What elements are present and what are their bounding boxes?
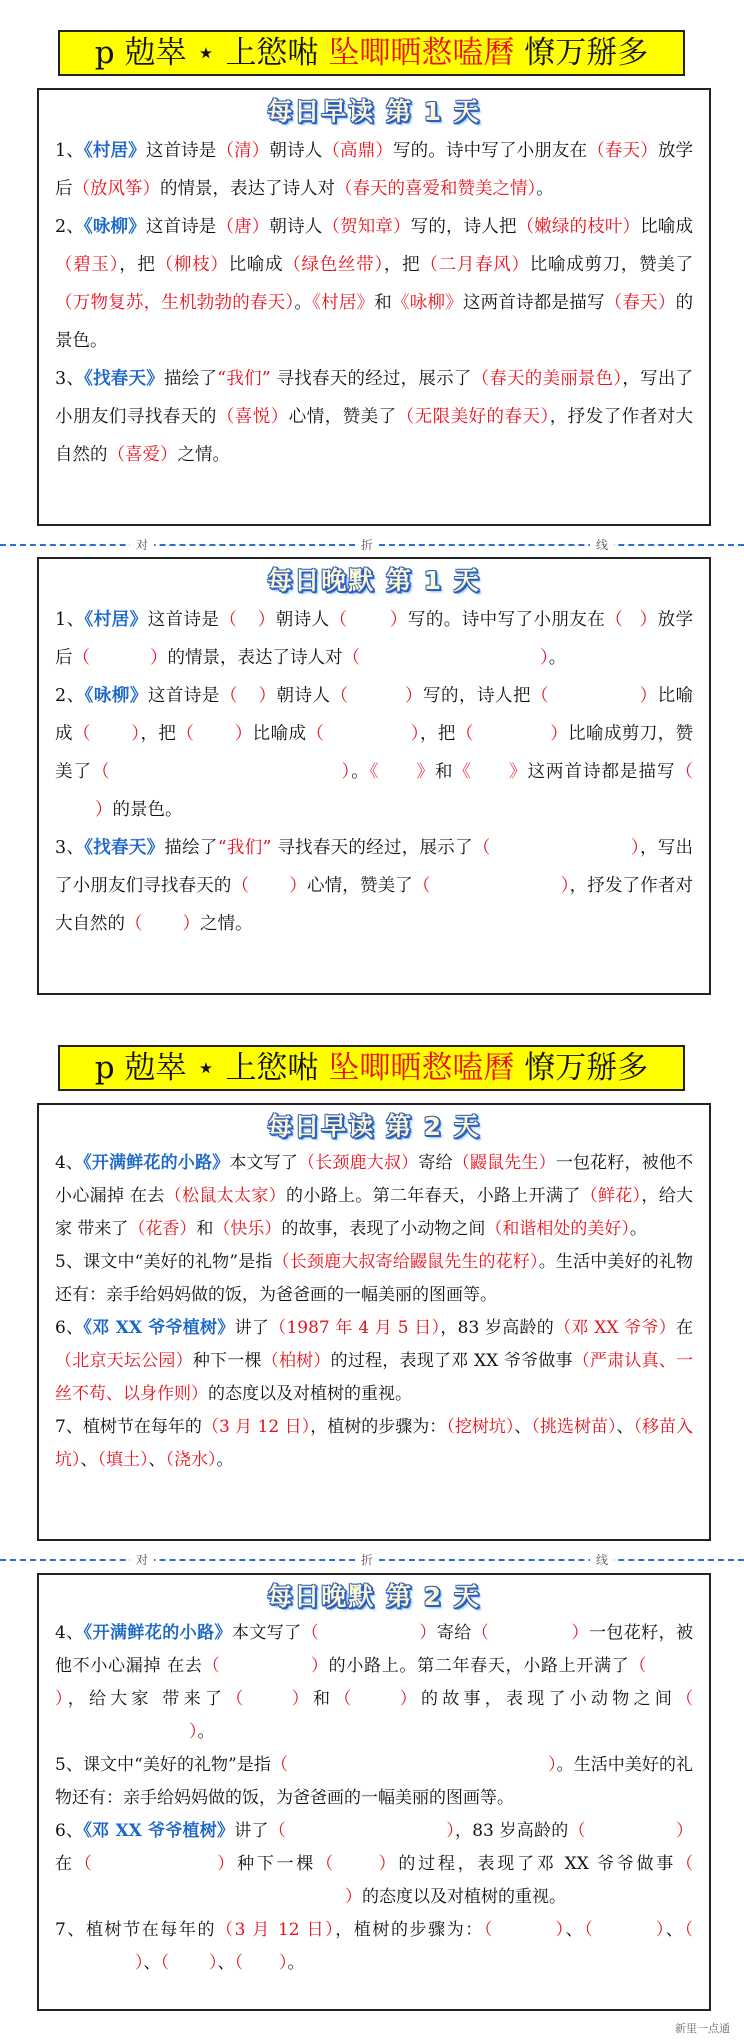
morning-card-day1 — [37, 88, 711, 526]
evening-card-day2 — [37, 1573, 711, 2011]
question-5: 5、课文中“美好的礼物”是指（长颈鹿大叔寄给鼹鼠先生的花籽）。生活中美好的礼物还有：亲手给妈妈做的饭，为爸爸画的一幅美丽的图画等。 — [55, 1252, 694, 1305]
blank-question-7: 7、植树节在每年的（3 月 12 日），植树的步骤为：（ ）、（ ）、（）、（ ）、（ ）。 — [55, 1920, 693, 1973]
blank-question-6: 6、《邓 XX 爷爷植树》讲了（ ），83 岁高龄的（ ）在（ ）种下一棵（ ）的过程，表现了邓 XX 爷爷做事（）的态度以及对植树的重视。 — [55, 1821, 694, 1907]
fold-line-2: 对 折 线 — [0, 1553, 744, 1567]
question-4: 4、《开满鲜花的小路》本文写了（长颈鹿大叔）寄给（鼹鼠先生）一包花籽，被他不小心漏掉 在去（松鼠太太家）的小路上。第二年春天，小路上开满了（鲜花），给大家 带来了（花香）和（快乐）的故事，表现了小动物之间（和谐相处的美好）。 — [55, 1153, 694, 1239]
morning-banner-2: 每日早读 第 2 天 — [267, 1112, 481, 1141]
question-3: 3、《找春天》描绘了“我们” 寻找春天的经过，展示了（春天的美丽景色），写出了小朋友们寻找春天的（喜悦）心情，赞美了（无限美好的春天），抒发了作者对大自然的（喜爱）之情。 — [55, 369, 694, 465]
header-part1: p 勊崒 ⋆ 上慾喖 — [94, 35, 319, 71]
question-2: 2、《咏柳》这首诗是（唐）朝诗人（贺知章）写的，诗人把（嫩绿的枝叶）比喻成（碧玉），把（柳枝）比喻成（绿色丝带），把（二月春风）比喻成剪刀，赞美了（万物复苏，生机勃勃的春天）。《村居》和《咏柳》这两首诗都是描写（春天）的景色。 — [55, 217, 694, 351]
question-7: 7、植树节在每年的（3 月 12 日），植树的步骤为：（挖树坑）、（挑选树苗）、（移苗入坑）、（填土）、（浇水）。 — [55, 1417, 694, 1470]
evening-banner-2: 每日晚默 第 2 天 — [267, 1582, 481, 1611]
blank-question-5: 5、课文中“美好的礼物”是指（ ）。生活中美好的礼物还有：亲手给妈妈做的饭，为爸爸画的一幅美丽的图画等。 — [55, 1755, 694, 1808]
morning-banner: 每日早读 第 1 天 — [267, 97, 481, 126]
page-header — [58, 30, 685, 76]
blank-question-3: 3、《找春天》描绘了“我们” 寻找春天的经过，展示了（ ），写出了小朋友们寻找春天的（ ）心情，赞美了（ ），抒发了作者对大自然的（ ）之情。 — [55, 838, 694, 934]
footer-watermark: 新里一点通 — [675, 2022, 730, 2035]
question-6: 6、《邓 XX 爷爷植树》讲了（1987 年 4 月 5 日），83 岁高龄的（邓 XX 爷爷）在（北京天坛公园）种下一棵（柏树）的过程，表现了邓 XX 爷爷做事（严肃认真、一丝不苟、以身作则）的态度以及对植树的重视。 — [55, 1318, 694, 1404]
page-header-2: p 勊崒 ⋆ 上慾喖 坠唧晒慦嗑曆 憭万掰多 — [58, 1045, 685, 1091]
question-1: 1、《村居》这首诗是（清）朝诗人（高鼎）写的。诗中写了小朋友在（春天）放学后（放风筝）的情景，表达了诗人对（春天的喜爱和赞美之情）。 — [55, 141, 694, 199]
blank-question-1: 1、《村居》这首诗是（ ）朝诗人（ ）写的。诗中写了小朋友在（ ）放学后（ ）的情景，表达了诗人对（ ）。 — [55, 610, 694, 668]
evening-card-day1 — [37, 557, 711, 995]
morning-card-day2 — [37, 1103, 711, 1541]
header-part3: 憭万掰多 — [524, 35, 649, 71]
fold-line-1: 对 折 线 — [0, 538, 744, 552]
evening-banner: 每日晚默 第 1 天 — [267, 566, 481, 595]
header-part2: 坠唧晒慦嗑曆 — [328, 35, 515, 71]
blank-question-4: 4、《开满鲜花的小路》本文写了（ ）寄给（ ）一包花籽，被他不小心漏掉 在去（ ）的小路上。第二年春天，小路上开满了（），给大家 带来了（ ）和（ ）的故事，表现了小动物之间（）。 — [55, 1623, 694, 1742]
blank-question-2: 2、《咏柳》这首诗是（ ）朝诗人（ ）写的，诗人把（ ）比喻成（ ），把（ ）比喻成（ ），把（ ）比喻成剪刀，赞美了（ ）。《 》和《 》这两首诗都是描写（）的景色。 — [55, 686, 694, 820]
